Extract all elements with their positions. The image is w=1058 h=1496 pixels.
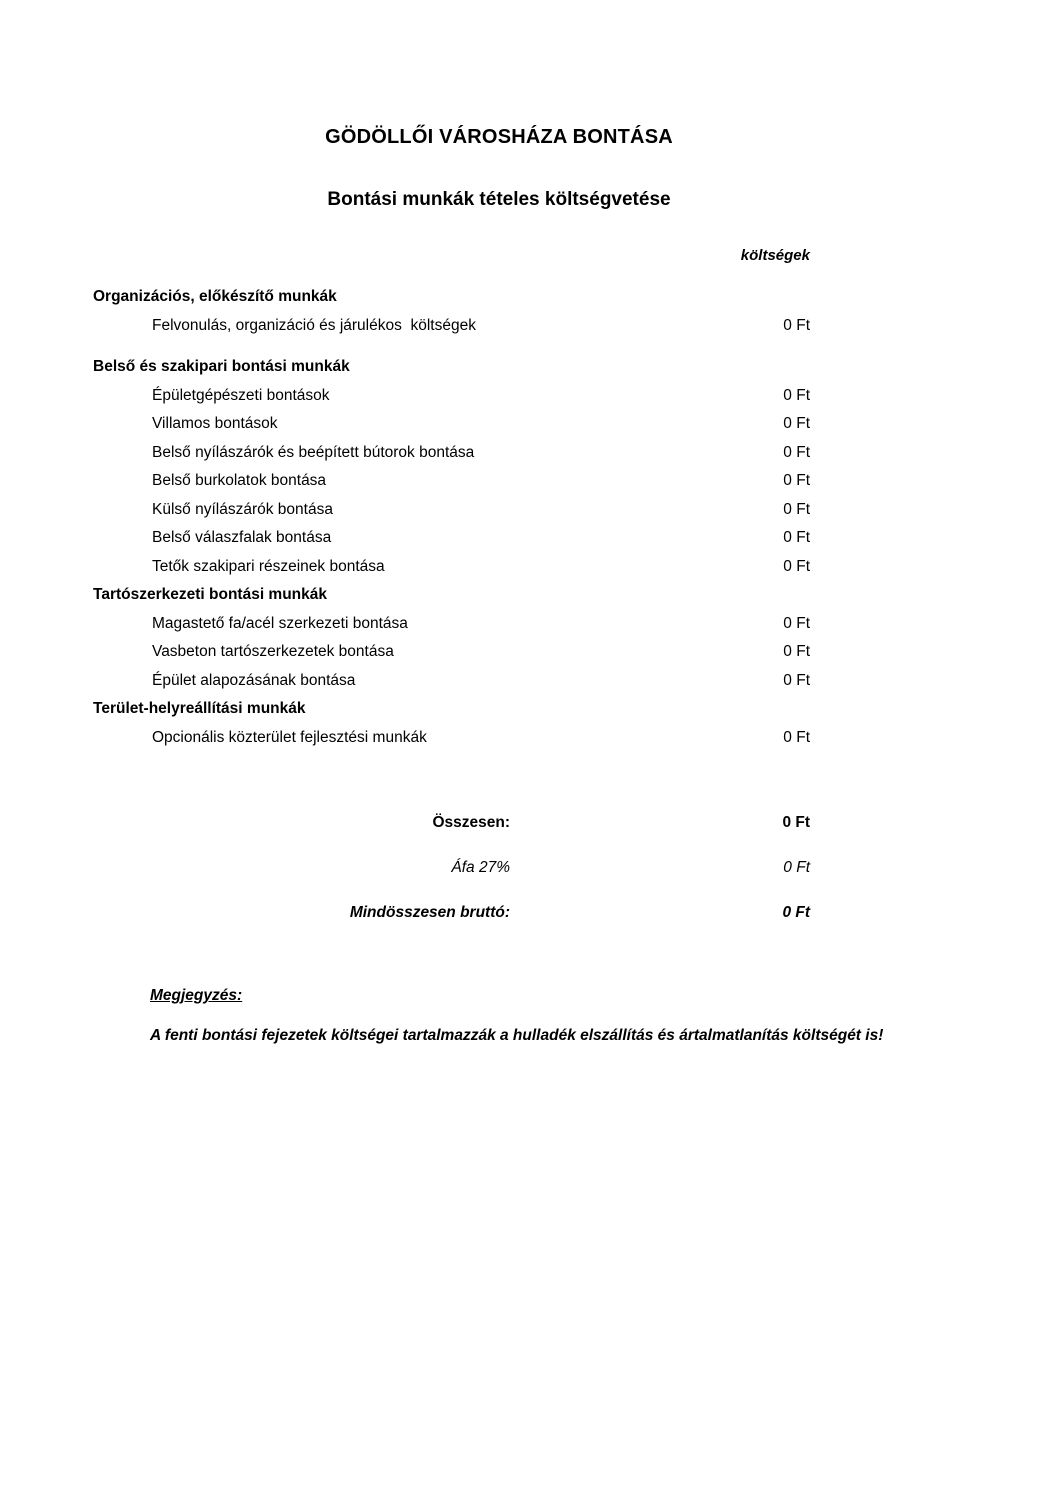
note-block [0,987,1058,1045]
summary-vat-value: 0 Ft [783,859,810,876]
item-label: Épület alapozásának bontása [152,671,356,689]
item-value: 0 Ft [783,643,810,660]
item-label: Épületgépészeti bontások [152,386,330,404]
item-value: 0 Ft [783,728,810,746]
summary-total-value: 0 Ft [782,814,810,831]
table-row [0,553,810,582]
table-row [0,382,810,411]
note-heading: Megjegyzés: [150,987,243,1004]
item-value: 0 Ft [783,671,810,689]
item-value: 0 Ft [783,415,810,432]
table-row [0,467,810,496]
item-value: 0 Ft [783,500,810,518]
section-heading-site-restoration: Terület-helyreállítási munkák [93,700,306,717]
document-subtitle: Bontási munkák tételes költségvetése [327,189,671,210]
item-value: 0 Ft [783,529,810,546]
item-label: Opcionális közterület fejlesztési munkák [152,728,427,746]
note-text: A fenti bontási fejezetek költségei tartalmazzák a hulladék elszállítás és ártalmatlanítás költségét is! [150,1027,884,1044]
section-spacer [0,340,810,353]
item-label: Villamos bontások [152,415,278,432]
item-label: Tetők szakipari részeinek bontása [152,557,385,575]
costs-column-header-row [0,247,1058,265]
summary-grand-total-value: 0 Ft [782,904,810,921]
table-row [0,724,810,753]
item-value: 0 Ft [783,316,810,334]
cost-table [0,283,1058,752]
item-label: Belső válaszfalak bontása [152,529,332,546]
table-row [0,410,810,439]
summary-vat-row [0,854,810,882]
item-label: Belső nyílászárók és beépített bútorok bontása [152,443,475,461]
item-value: 0 Ft [783,472,810,489]
summary-grand-total-row [0,899,810,927]
summary-grand-total-label: Mindösszesen bruttó: [349,904,510,921]
table-row [0,524,810,553]
item-label: Belső burkolatok bontása [152,472,327,489]
item-label: Magastető fa/acél szerkezeti bontása [152,614,408,632]
costs-column-header: költségek [740,247,810,264]
item-value: 0 Ft [783,443,810,461]
item-label: Felvonulás, organizáció és járulékos költségek [152,316,476,334]
section-heading-organization: Organizációs, előkészítő munkák [93,288,337,305]
table-row [0,638,810,667]
item-value: 0 Ft [783,386,810,404]
summary-block [0,809,1058,927]
item-value: 0 Ft [783,557,810,575]
document-title: GÖDÖLLŐI VÁROSHÁZA BONTÁSA [325,126,673,148]
item-label: Külső nyílászárók bontása [152,500,333,518]
item-value: 0 Ft [783,614,810,632]
summary-total-row [0,809,810,837]
table-row [0,312,810,341]
table-row [0,496,810,525]
summary-vat-label: Áfa 27% [451,859,510,876]
item-label: Vasbeton tartószerkezetek bontása [152,643,394,660]
section-heading-interior-works: Belső és szakipari bontási munkák [93,358,350,375]
summary-total-label: Összesen: [432,814,510,831]
table-row [0,667,810,696]
table-row [0,610,810,639]
section-heading-structural-works: Tartószerkezeti bontási munkák [93,586,328,603]
table-row [0,439,810,468]
